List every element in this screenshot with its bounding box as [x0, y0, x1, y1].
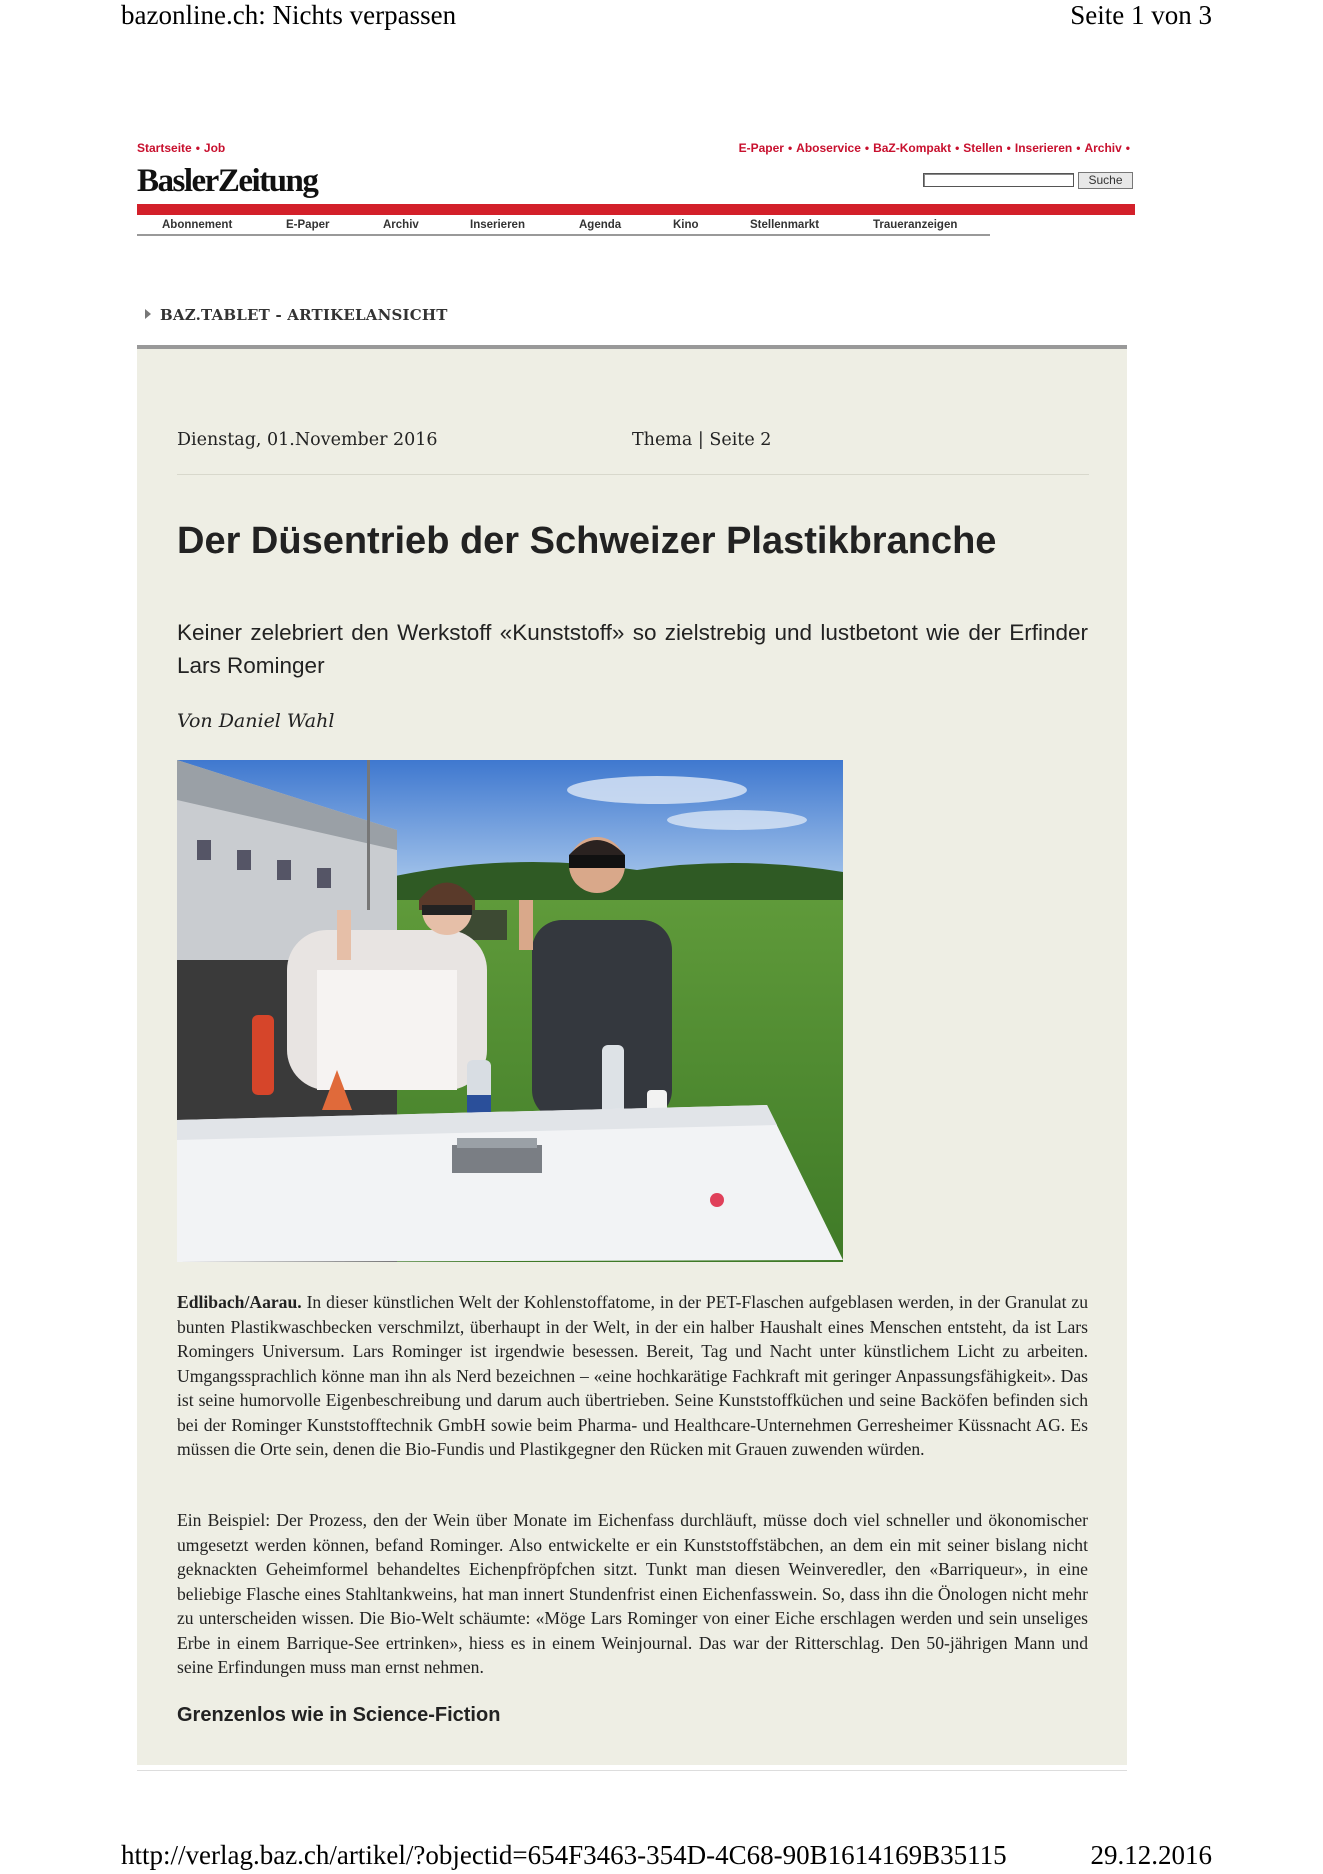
print-footer: [121, 1840, 1212, 1874]
nav-item-traueranzeigen[interactable]: Traueranzeigen: [873, 219, 958, 231]
top-nav-link-aboservice[interactable]: Aboservice: [796, 141, 861, 155]
main-nav: [137, 218, 1135, 232]
top-nav-link-inserieren[interactable]: Inserieren: [1014, 141, 1073, 155]
brand-bar: [137, 204, 1135, 215]
search-button[interactable]: Suche: [1078, 172, 1133, 189]
site-logo[interactable]: BaslerZeitung: [137, 163, 318, 199]
nav-item-epaper[interactable]: E-Paper: [286, 219, 330, 231]
print-header-page: Seite 1 von 3: [1070, 0, 1212, 30]
print-header: [121, 0, 1212, 34]
top-nav-link-startseite[interactable]: Startseite: [137, 141, 192, 155]
top-nav-link-epaper[interactable]: E-Paper: [738, 141, 784, 155]
nav-divider: [137, 234, 990, 236]
top-nav-link-archiv[interactable]: Archiv: [1084, 141, 1122, 155]
article-dateline: Edlibach/Aarau.: [177, 1292, 302, 1312]
triangle-right-icon: [145, 309, 151, 319]
search-input[interactable]: [923, 173, 1074, 187]
print-header-title: bazonline.ch: Nichts verpassen: [121, 0, 457, 30]
top-nav-right: E-Paper • Aboservice • BaZ-Kompakt • Stellen • Inserieren • Archiv •: [738, 141, 1130, 155]
article-paragraph-1: [177, 1290, 1088, 1462]
top-nav-link-baz-kompakt[interactable]: BaZ-Kompakt: [873, 141, 952, 155]
article-byline: Von Daniel Wahl: [177, 710, 335, 732]
article-bottom-divider: [137, 1770, 1127, 1771]
top-nav-left: Startseite • Job: [137, 141, 226, 155]
breadcrumb: [145, 306, 448, 324]
article-paragraph-2: Ein Beispiel: Der Prozess, den der Wein über Monate im Eichenfass durchläuft, müsse doch viel schneller und ökonomischer umgesetzt werden können, befand Rominger. Also entwickelte er ein Kunststoffstäbchen, an dem ein mit seiner bislang nicht geknackten Geheimformel behandeltes Eichenpfröpfchen sitzt. Tunkt man diesen Weinveredler, den «Barriqueur», in eine beliebige Flasche eines Stahltankweins, hat man innert Stundenfrist einen Eichenfasswein. So, dass ihn die Önologen nicht mehr zu unterscheiden wissen. Die Bio-Welt schäumte: «Möge Lars Rominger von einer Eiche erschlagen werden und sein unseliges Erbe in einem Barrique-See ertrinken», hiess es in einem Weinjournal. Das war der Ritterschlag. Den 50-jährigen Mann und seine Erfindungen muss man ernst nehmen.: [177, 1510, 1088, 1677]
nav-item-archiv[interactable]: Archiv: [383, 219, 419, 231]
nav-item-kino[interactable]: Kino: [673, 219, 699, 231]
print-footer-url[interactable]: http://verlag.baz.ch/artikel/?objectid=654F3463-354D-4C68-90B1614169B35115: [121, 1840, 1007, 1870]
article-headline: Der Düsentrieb der Schweizer Plastikbranche: [177, 520, 997, 562]
nav-item-inserieren[interactable]: Inserieren: [470, 219, 525, 231]
nav-item-stellenmarkt[interactable]: Stellenmarkt: [750, 219, 820, 231]
breadcrumb-label: BAZ.TABLET - ARTIKELANSICHT: [160, 306, 448, 324]
top-nav-link-job[interactable]: Job: [203, 141, 226, 155]
article-photo: [177, 760, 843, 1262]
article-section: Thema | Seite 2: [632, 430, 772, 450]
article-lead: Keiner zelebriert den Werkstoff «Kunststoff» so zielstrebig und lustbetont wie der Erfinder Lars Rominger: [177, 620, 1088, 678]
nav-item-agenda[interactable]: Agenda: [579, 219, 622, 231]
article-subheading: Grenzenlos wie in Science-Fiction: [177, 1704, 501, 1726]
nav-item-abonnement[interactable]: Abonnement: [162, 219, 233, 231]
article-paragraph-1-text: In dieser künstlichen Welt der Kohlenstoffatome, in der PET-Flaschen aufgeblasen werden, in der Granulat zu bunten Plastikwaschbecken verschmilzt, überhaupt in der Welt, in der ein halber Haushalt eines Menschen entsteht, da ist Lars Romingers Universum. Lars Rominger ist irgendwie besessen. Bereit, Tag und Nacht unter künstlichem Licht zu arbeiten. Umgangssprachlich könne man ihn als Nerd bezeichnen – «eine hochkarätige Fachkraft mit geringer Anpassungsfähigkeit». Das ist seine humorvolle Eigenbeschreibung und darum auch übertrieben. Seine Kunststoffküchen und seine Backöfen befinden sich bei der Rominger Kunststofftechnik GmbH sowie beim Pharma- und Healthcare-Unternehmen Gerresheimer Küssnacht AG. Es müssen die Orte sein, denen die Bio-Fundis und Plastikgegner den Rücken mit Grauen zuwenden würden.: [177, 1292, 1088, 1459]
meta-divider: [177, 474, 1089, 475]
print-footer-date: 29.12.2016: [1090, 1840, 1212, 1870]
article-date: Dienstag, 01.November 2016: [177, 430, 438, 450]
top-nav-link-stellen[interactable]: Stellen: [963, 141, 1003, 155]
